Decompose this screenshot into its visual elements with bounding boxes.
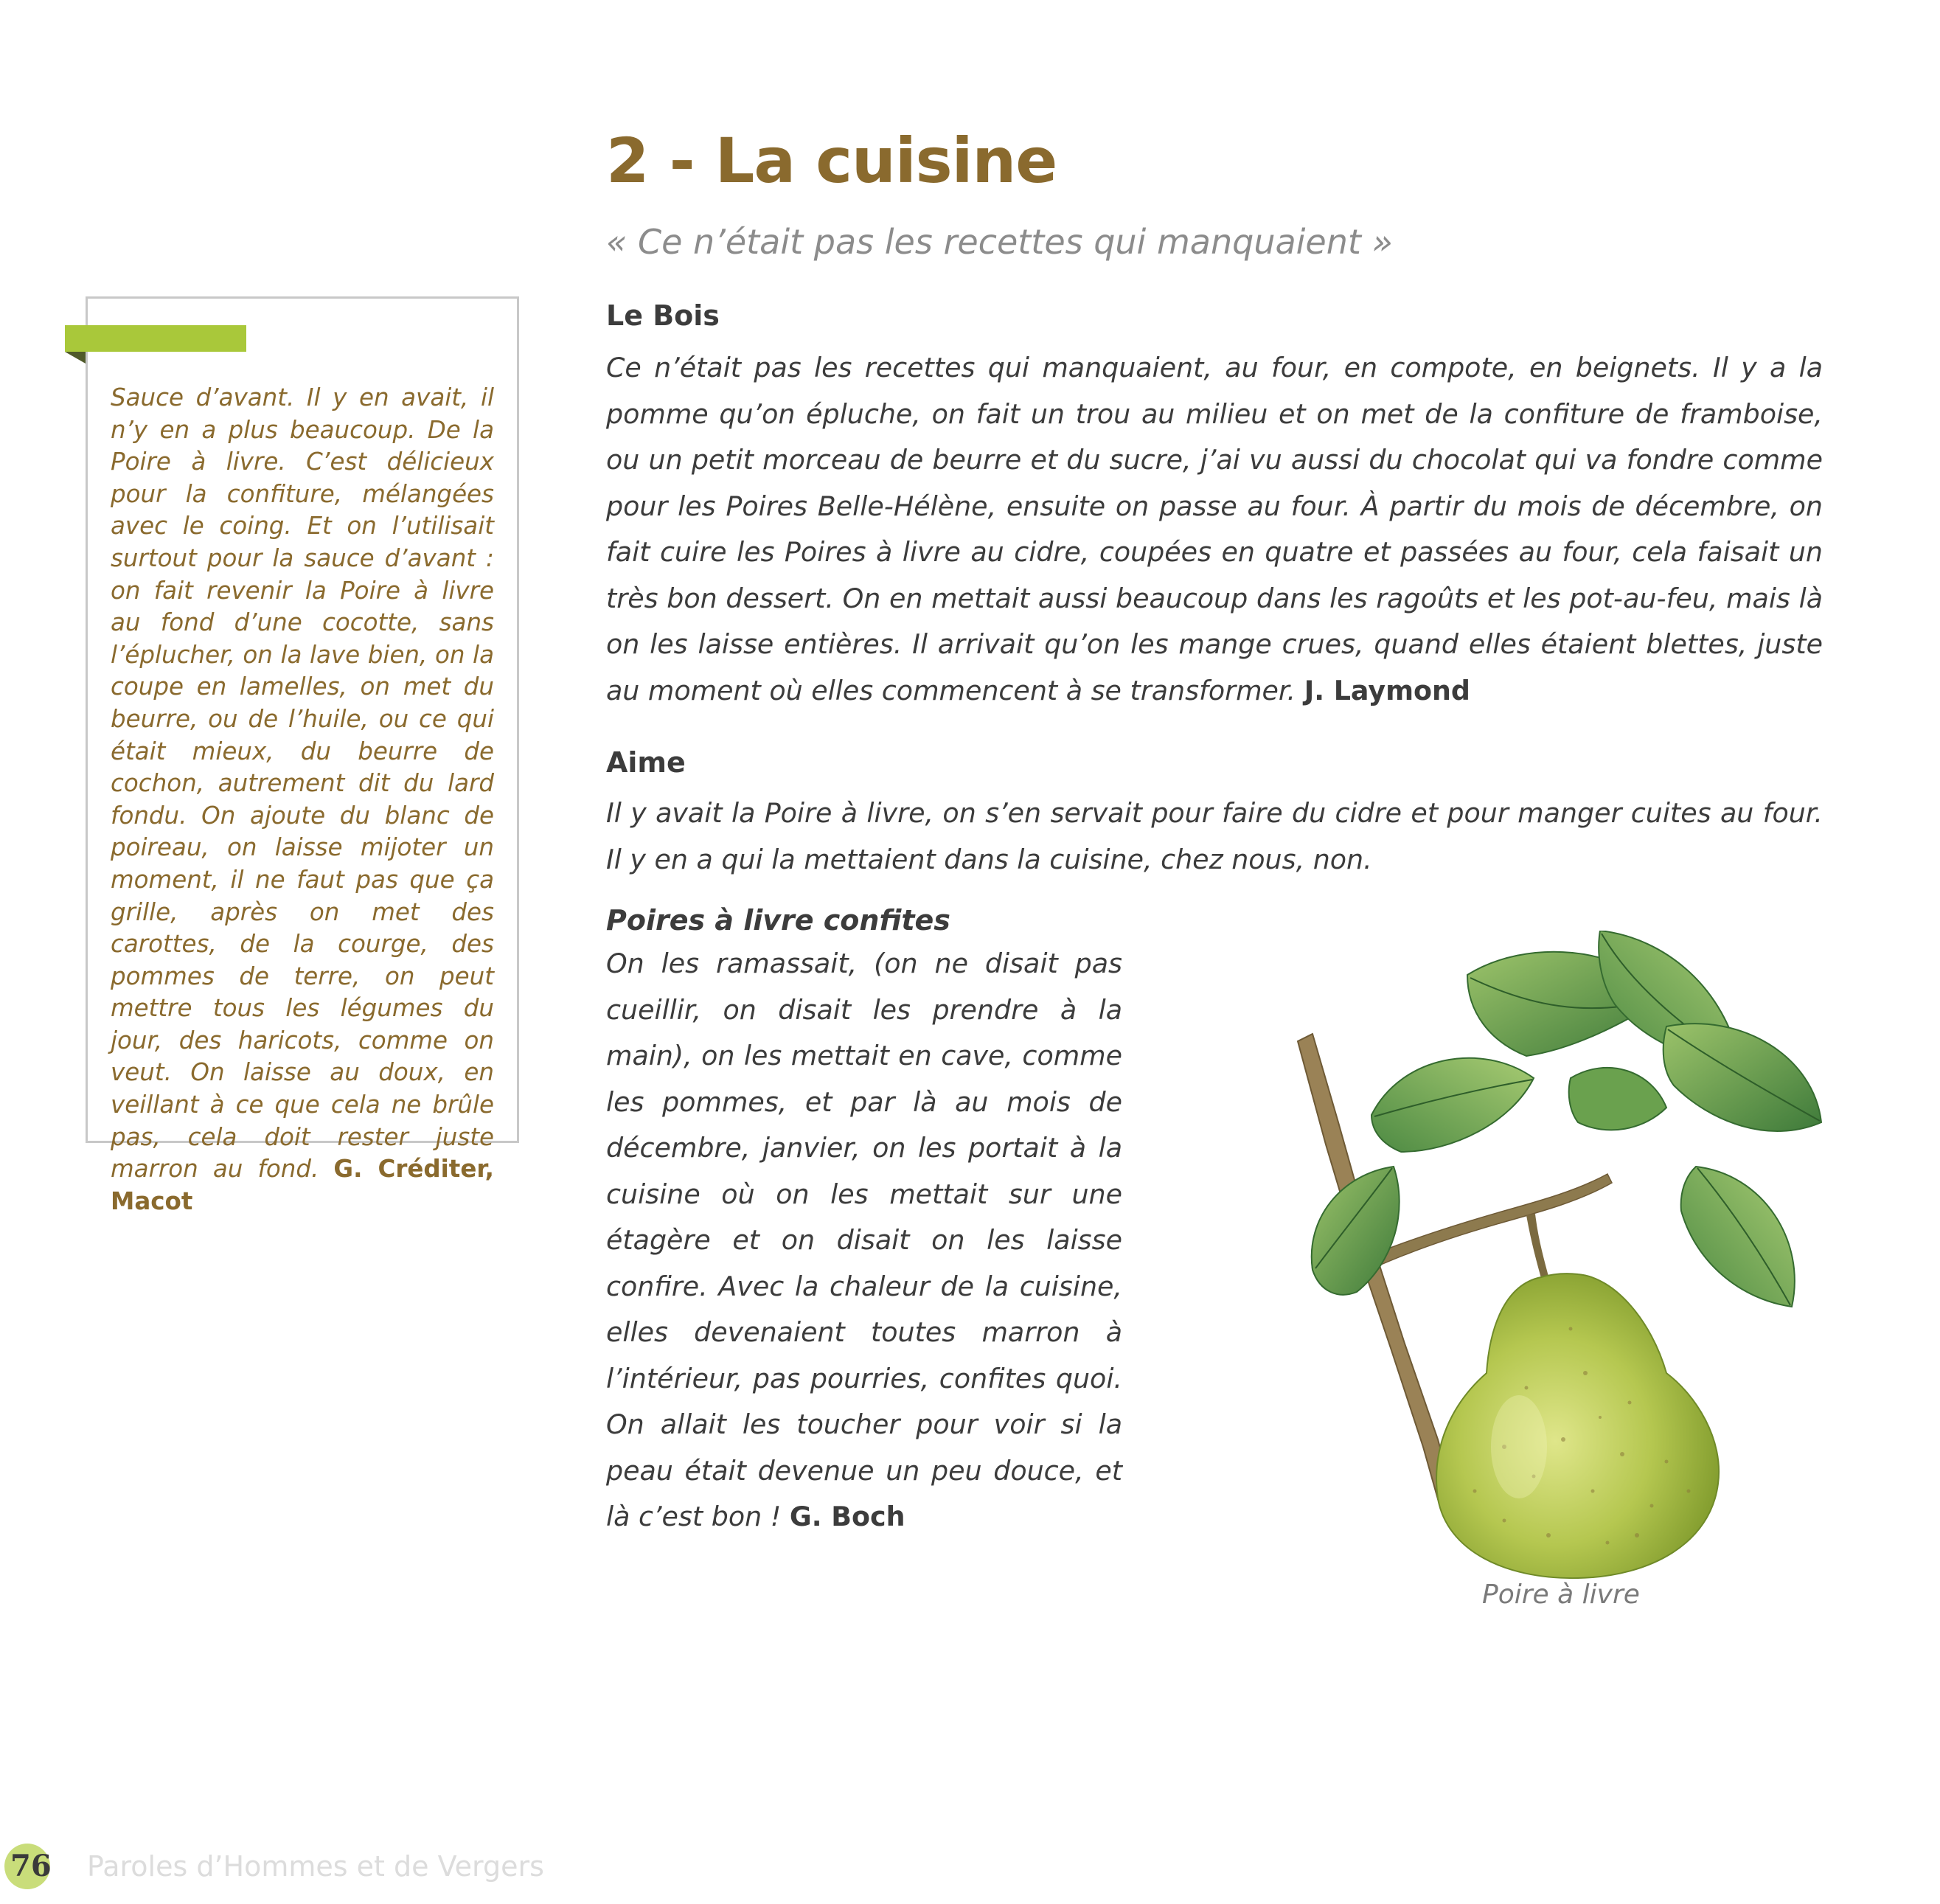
sidebar-text: Sauce d’avant. Il y en avait, il n’y en a plus beaucoup. De la Poire à livre. C’est délicieux pour la confiture, mélangées avec le coing. Et on l’utilisait surtout pour la sauce d’avant : on fait revenir la Poire à livre au fond d’une cocotte, sans l’éplucher, on la lave bien, on la coupe en lamelles, on met du beurre, ou de l’huile, ou ce qui était mieux, du beurre de cochon, autrement dit du lard fondu. On ajoute du blanc de poireau, on laisse mijoter un moment, il ne faut pas que ça grille, après on met des carottes, de la courge, des pommes de terre, on peut mettre tous les légumes du jour, des haricots, comme on veut. On laisse au doux, en veillant à ce que cela ne brûle pas, cela doit rester juste marron au fond. (111, 383, 494, 1184)
section-body (606, 941, 1122, 1540)
section-body (606, 345, 1823, 714)
sidebar-accent-tab (65, 325, 246, 352)
section-text: Ce n’était pas les recettes qui manquaient, au four, en compote, en beignets. Il y a la pomme qu’on épluche, on fait un trou au milieu et on met de la confiture de framboise, ou un petit morceau de beurre et du sucre, j’ai vu aussi du chocolat qui va fondre comme pour les Poires Belle-Hélène, ensuite on passe au four. À partir du mois de décembre, on fait cuire les Poires à livre au cidre, coupées en quatre et passées au four, cela faisait un très bon dessert. On en mettait aussi beaucoup dans les ragoûts et les pot-au-feu, mais là on les laisse entières. Il arrivait qu’on les mange crues, quand elles étaient blettes, juste au moment où elles commencent à se transformer. (606, 352, 1823, 706)
sidebar-tab-fold (65, 352, 86, 364)
illustration-caption: Poire à livre (1482, 1580, 1640, 1610)
pear-illustration (1283, 931, 1843, 1580)
section-heading: Le Bois (606, 299, 720, 332)
footer-book-title: Paroles d’Hommes et de Vergers (87, 1850, 544, 1883)
section-credit: J. Laymond (1304, 674, 1470, 706)
section-poires-confites (606, 900, 1122, 1540)
page-number: 76 (10, 1849, 52, 1883)
section-heading: Poires à livre confites (606, 904, 950, 937)
section-text: On les ramassait, (on ne disait pas cueillir, on disait les prendre à la main), on les mettait en cave, comme les pommes, et par là au mois de décembre, janvier, on les portait à la cuisine où on les mettait sur une étagère et on disait on les laisse confire. Avec la chaleur de la cuisine, elles devenaient toutes marron à l’intérieur, pas pourries, confites quoi. On allait les toucher pour voir si la peau était devenue un peu douce, et là c’est bon ! (606, 948, 1122, 1532)
section-aime (606, 742, 1823, 883)
sidebar-credit: G. Créditer, Macot (111, 1155, 494, 1215)
chapter-quote: « Ce n’était pas les recettes qui manquaient » (606, 222, 1393, 262)
chapter-title: 2 - La cuisine (606, 125, 1057, 197)
section-body: Il y avait la Poire à livre, on s’en servait pour faire du cidre et pour manger cuites au four. Il y en a qui la mettaient dans la cuisine, chez nous, non. (606, 797, 1823, 875)
sidebar-testimonial (111, 382, 494, 1217)
section-heading: Aime (606, 746, 686, 779)
section-credit: G. Boch (789, 1501, 905, 1532)
section-le-bois (606, 295, 1823, 714)
